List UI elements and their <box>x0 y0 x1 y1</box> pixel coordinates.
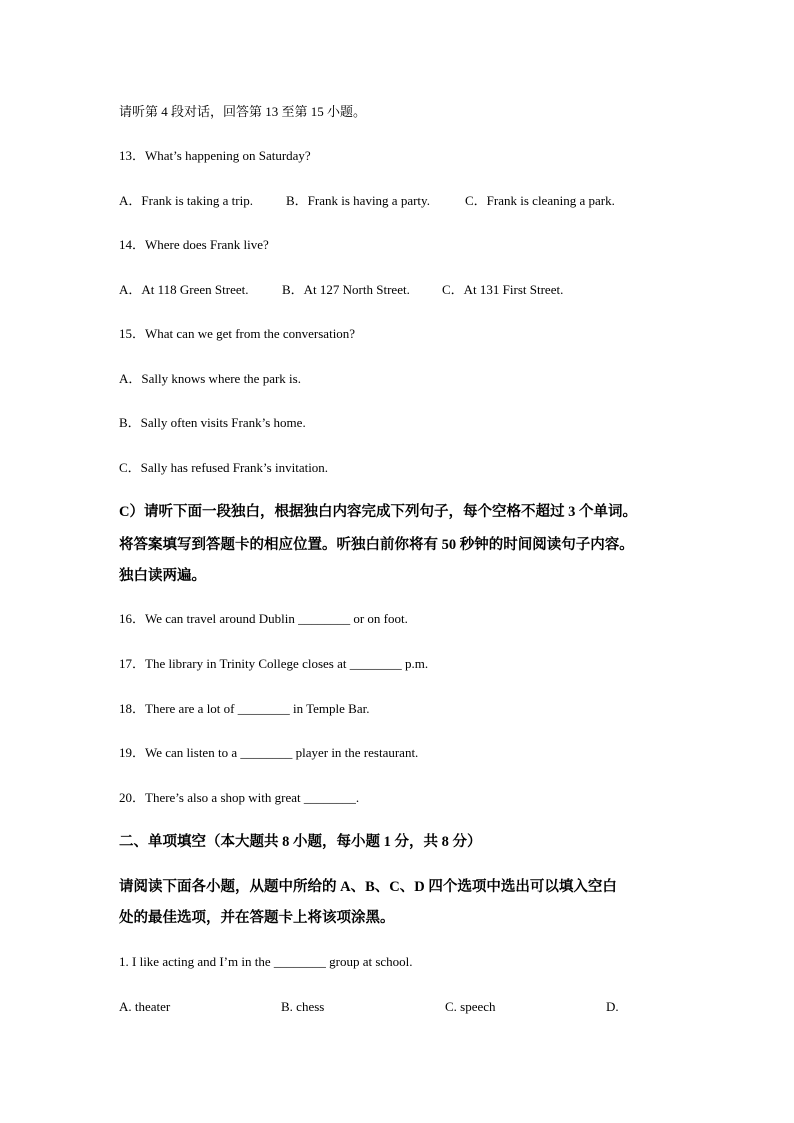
part-c-instruction-line-2: 将答案填写到答题卡的相应位置。听独白前你将有 50 秒钟的时间阅读句子内容。 <box>119 537 634 553</box>
fill-question-17: 17．The library in Trinity College closes at ________ p.m. <box>119 656 429 671</box>
fill-question-20: 20．There’s also a shop with great ________. <box>119 790 360 805</box>
part-c-instruction-line-3: 独白读两遍。 <box>119 568 206 584</box>
question-15-option-a: A．Sally knows where the park is. <box>119 371 301 386</box>
mc-question-1-option-a: A. theater <box>119 999 171 1014</box>
section-2-instruction-line-1: 请阅读下面各小题，从题中所给的 A、B、C、D 四个选项中选出可以填入空白 <box>119 879 617 895</box>
question-15-option-b: B．Sally often visits Frank’s home. <box>119 415 306 430</box>
question-13-option-c: C．Frank is cleaning a park. <box>465 193 615 208</box>
fill-question-16: 16．We can travel around Dublin ________ or on foot. <box>119 611 408 626</box>
question-14-option-b: B．At 127 North Street. <box>282 282 410 297</box>
section-2-instruction-line-2: 处的最佳选项，并在答题卡上将该项涂黑。 <box>119 910 395 926</box>
mc-question-1-stem: 1. I like acting and I’m in the ________ group at school. <box>119 954 413 969</box>
fill-question-18: 18．There are a lot of ________ in Temple Bar. <box>119 701 370 716</box>
question-14-stem: 14．Where does Frank live? <box>119 237 269 252</box>
mc-question-1-option-c: C. speech <box>445 999 496 1014</box>
mc-question-1-option-b: B. chess <box>281 999 325 1014</box>
part-c-instruction-line-1: C）请听下面一段独白，根据独白内容完成下列句子，每个空格不超过 3 个单词。 <box>119 504 637 520</box>
part-b-instruction: 请听第 4 段对话，回答第 13 至第 15 小题。 <box>119 104 367 119</box>
question-15-option-c: C．Sally has refused Frank’s invitation. <box>119 460 329 475</box>
question-13-option-a: A．Frank is taking a trip. <box>119 193 253 208</box>
section-2-title: 二、单项填空（本大题共 8 小题，每小题 1 分，共 8 分） <box>119 834 482 850</box>
mc-question-1-option-d: D. <box>606 999 619 1014</box>
question-13-stem: 13．What’s happening on Saturday? <box>119 148 311 163</box>
question-13-option-b: B．Frank is having a party. <box>286 193 430 208</box>
question-14-option-c: C．At 131 First Street. <box>442 282 564 297</box>
question-14-option-a: A．At 118 Green Street. <box>119 282 249 297</box>
question-15-stem: 15．What can we get from the conversation? <box>119 326 356 341</box>
fill-question-19: 19．We can listen to a ________ player in the restaurant. <box>119 745 419 760</box>
